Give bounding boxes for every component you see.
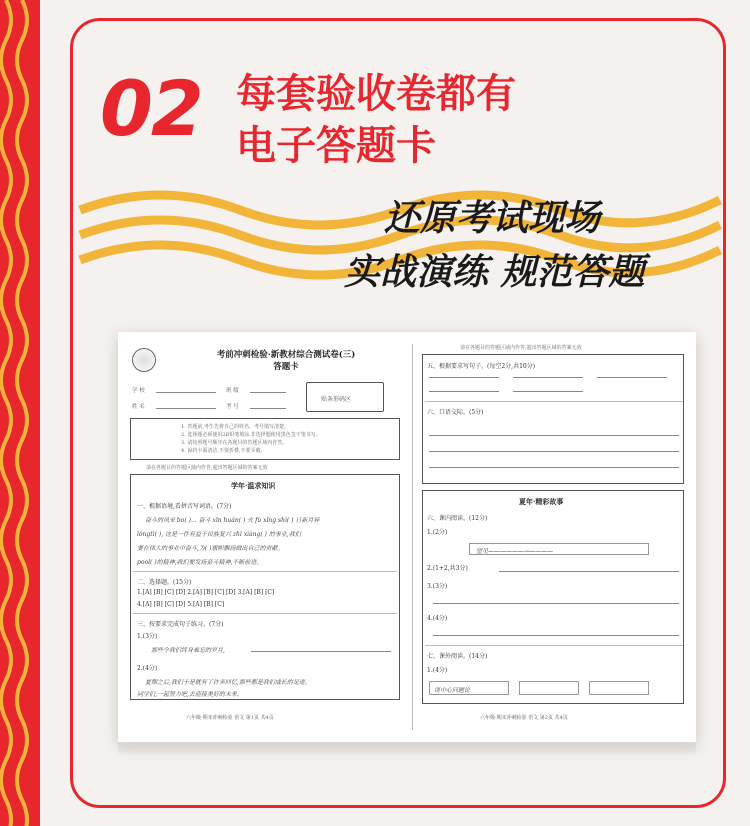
question-3-2: 2.(4分): [137, 665, 158, 672]
page-divider: [412, 344, 413, 730]
question-5: 五、根据要求写句子。(每空2分,共10分): [427, 363, 536, 370]
question-area-left: 学年·温求知识 一、根据语境,看拼音写词语。(7分) 奋斗的风采 bo( )... 奋斗 xīn huán( ) 火 fù xīng shì( ) 日新月异 lóngtì( ), 这是一件有益于民族复兴 zhì xiàng( ) 的事业,我们 要在伟大的事业中奋斗,为( )旗帜飘扬做出自己的贡献。 pool( )的精神,我们要发扬奋斗精神,不断前进。 二、选择题。(15分) 1.[A] [B] [C] [D] 2.[A] [B] [C] [D] 3.[A] [B] [C] 4.[A] [B] [C] [D] 5.[A] [B] [C] 三、按要求完成句子练习。(7分) 1.(3分) 那些令我们终身难忘的岁月, 2.(4分) 夏期之后,我们于是就有了许多回忆,那些都是我们成长的足迹。 同学们,一起努力吧,去迎接美好的未来。: [130, 474, 400, 700]
choices-row-1: 1.[A] [B] [C] [D] 2.[A] [B] [C] [D] 3.[A] [B] [C]: [137, 589, 275, 596]
paper-shadow: [118, 742, 696, 756]
left-decorative-band: [0, 0, 40, 826]
field-name: 姓 名: [132, 404, 145, 410]
field-class: 班 级: [226, 388, 239, 394]
field-number: 考 号: [226, 404, 239, 410]
answer-sheet-right-page: [420, 342, 688, 727]
answer-hint-left: 请在各题目的答题区域内作答,超出答题区域的答案无效: [146, 465, 268, 471]
flow-box-3: [519, 681, 579, 695]
headline-line2: 电子答题卡: [236, 123, 436, 169]
question-3: 三、按要求完成句子练习。(7分): [137, 621, 224, 628]
answer-sheet-paper: [118, 332, 696, 742]
footer-right: 六年级·期末冲刺检验 语文 第2页 共4页: [480, 715, 568, 721]
headline-line1: 每套验收卷都有: [236, 71, 516, 117]
question-area-right-bottom: [422, 490, 684, 704]
flow-box-4: [589, 681, 649, 695]
answer-sheet-left-page: [126, 342, 408, 727]
choices-row-2: 4.[A] [B] [C] [D] 5.[A] [B] [C]: [137, 601, 225, 608]
question-8-1: 1.(4分): [427, 667, 448, 674]
question-1: 一、根据语境,看拼音写词语。(7分): [137, 503, 232, 510]
section-title-left: 学年·温求知识: [231, 481, 276, 490]
answer-hint-right: 请在各题目的答题区域内作答,超出答题区域的答案无效: [460, 345, 582, 351]
question-2: 二、选择题。(15分): [137, 579, 192, 586]
subline-1: 还原考试现场: [384, 198, 601, 239]
question-area-right-top: [422, 354, 684, 484]
sheet-subtitle: 答题卡: [273, 362, 299, 372]
headline: [236, 68, 516, 172]
question-8: 七、课外阅读。(14分): [427, 653, 488, 660]
barcode-area: 贴条形码区: [306, 382, 384, 412]
question-3-1: 1.(3分): [137, 633, 158, 640]
section-title-right: 夏年·精彩故事: [519, 497, 564, 506]
instructions-box: 1. 答题前,考生先将自己的姓名、考号填写清楚。 2. 选择题必须使用2B铅笔填涂,非选择题使用黑色签字笔书写。 3. 请按照题号顺序在各题目的答题区域内作答。 4. 保持卡面清洁,不要折叠,不要弄破。: [130, 418, 400, 460]
flow-box-1: 望见——————→————: [469, 543, 649, 555]
question-7-2: 2.(1+2,共3分): [427, 565, 468, 572]
badge-number: 02: [100, 64, 202, 153]
school-seal-icon: [132, 348, 156, 372]
question-7-1: 1.(2分): [427, 529, 448, 536]
field-school: 学 校: [132, 388, 145, 394]
question-7-3: 3.(3分): [427, 583, 448, 590]
question-7-4: 4.(4分): [427, 615, 448, 622]
sheet-title: 考前冲刺检验·新教材综合测试卷(三): [216, 350, 356, 360]
question-7: 六、课内阅读。(12分): [427, 515, 488, 522]
subline-2: 实战演练 规范答题: [344, 252, 645, 293]
flow-box-2: 谈中心问题论: [429, 681, 509, 695]
footer-left: 六年级·期末冲刺检验 语文 第1页 共4页: [186, 715, 274, 721]
question-6: 六、口语交际。(5分): [427, 409, 484, 416]
